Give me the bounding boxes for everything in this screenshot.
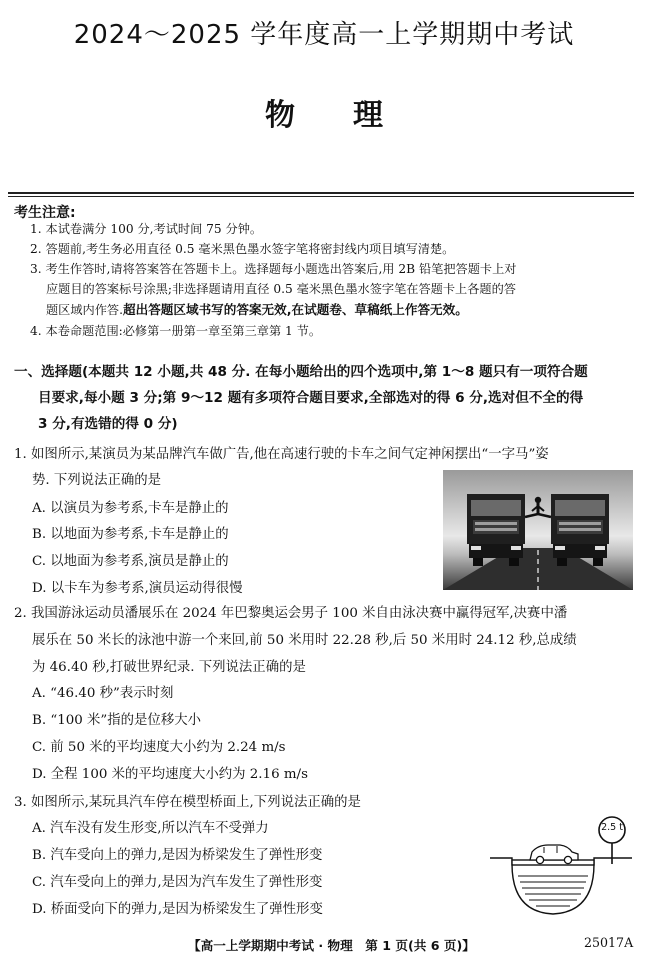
notice-item-3: 3. 考生作答时,请将答案答在答题卡上。选择题每小题选出答案后,用 2B 铅笔把答题卡上对 [30,262,517,276]
q1-option-d: D. 以卡车为参考系,演员运动得很慢 [32,581,243,596]
subject-title: 物理 [265,98,441,133]
notice-item-1: 1. 本试卷满分 100 分,考试时间 75 分钟。 [30,222,263,236]
q1-option-b: B. 以地面为参考系,卡车是静止的 [32,527,229,542]
q3-option-a: A. 汽车没有发生形变,所以汽车不受弹力 [32,821,269,836]
q3-option-d: D. 桥面受向下的弹力,是因为桥梁发生了弹性形变 [32,902,323,917]
notice-heading: 考生注意: [14,205,76,221]
q2-stem-line-1: 2. 我国游泳运动员潘展乐在 2024 年巴黎奥运会男子 100 米自由泳决赛中赢得冠军,决赛中潘 [14,606,568,621]
footer-code: 25017A [584,935,634,950]
q2-stem-line-3: 为 46.40 秒,打破世界纪录. 下列说法正确的是 [32,660,306,675]
q3-stem-line-1: 3. 如图所示,某玩具汽车停在模型桥面上,下列说法正确的是 [14,795,361,810]
bridge-figure [482,812,642,924]
notice-item-3-cont: 应题目的答案标号涂黑;非选择题请用直径 0.5 毫米黑色墨水签字笔在答题卡上各题的答 [46,282,516,296]
notice-item-2: 2. 答题前,考生务必用直径 0.5 毫米黑色墨水签字笔将密封线内项目填写清楚。 [30,242,455,256]
section-heading-line-2: 目要求,每小题 3 分;第 9～12 题有多项符合题目要求,全部选对的得 6 分,选对但不全的得 [38,390,584,406]
top-rule-thin [8,196,634,197]
weight-limit-sign-text: 2.5 t [601,822,623,833]
trucks-photo [443,470,633,590]
notice-item-3-end-text: 题区域内作答. [46,303,123,317]
q3-option-c: C. 汽车受向上的弹力,是因为汽车发生了弹性形变 [32,875,323,890]
notice-item-4: 4. 本卷命题范围:必修第一册第一章至第三章第 1 节。 [30,324,322,338]
q2-option-d: D. 全程 100 米的平均速度大小约为 2.16 m/s [32,767,308,782]
q2-option-c: C. 前 50 米的平均速度大小约为 2.24 m/s [32,740,286,755]
q1-stem-line-2: 势. 下列说法正确的是 [32,473,162,488]
q1-stem-line-1: 1. 如图所示,某演员为某品牌汽车做广告,他在高速行驶的卡车之间气定神闲摆出“一字马”姿 [14,447,549,462]
footer-page-info: 【高一上学期期中考试 · 物理 第 1 页(共 6 页)】 [188,938,475,953]
q2-option-b: B. “100 米”指的是位移大小 [32,713,201,728]
q2-option-a: A. “46.40 秒”表示时刻 [32,686,174,701]
notice-bold-warning: 超出答题区域书写的答案无效,在试题卷、草稿纸上作答无效。 [123,302,468,317]
section-heading-line-3: 3 分,有选错的得 0 分) [38,416,178,432]
top-rule-thick [8,192,634,194]
section-heading-line-1: 一、选择题(本题共 12 小题,共 48 分. 在每小题给出的四个选项中,第 1～8 题只有一项符合题 [14,364,588,380]
exam-title: 2024～2025 学年度高一上学期期中考试 [73,20,575,50]
notice-item-3-end [46,300,646,320]
q1-option-a: A. 以演员为参考系,卡车是静止的 [32,501,229,516]
q3-option-b: B. 汽车受向上的弹力,是因为桥梁发生了弹性形变 [32,848,323,863]
q2-stem-line-2: 展乐在 50 米长的泳池中游一个来回,前 50 米用时 22.28 秒,后 50 米用时 24.12 秒,总成绩 [32,633,577,648]
q1-option-c: C. 以地面为参考系,演员是静止的 [32,554,229,569]
